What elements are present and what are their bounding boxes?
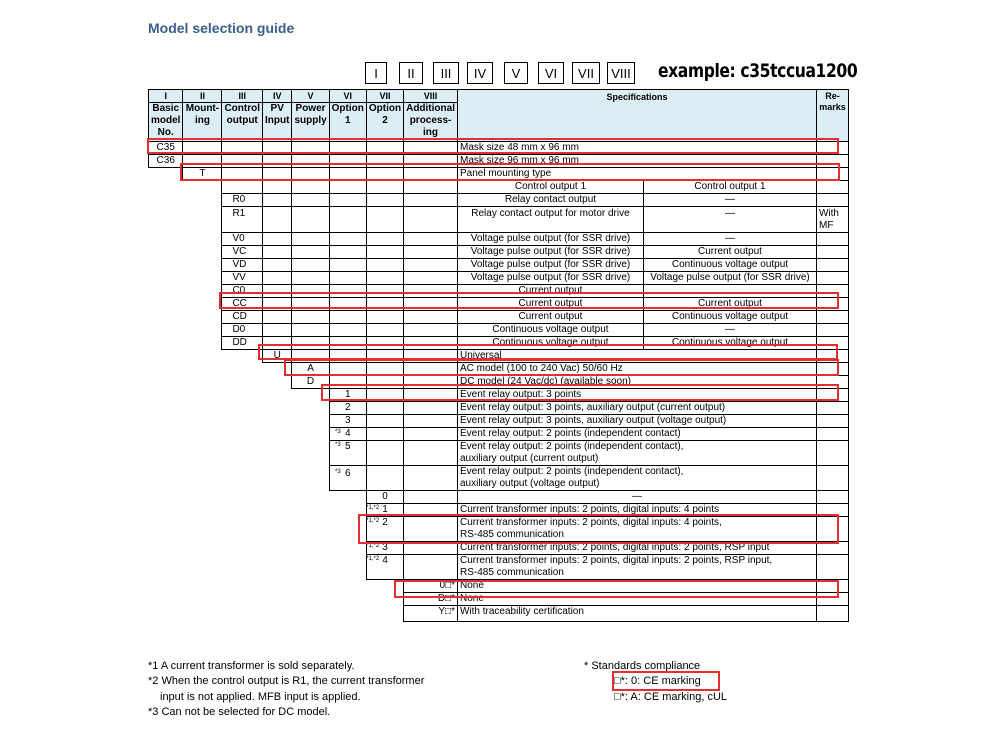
code-cell: D□* [404, 593, 458, 606]
code-cell: V0 [222, 233, 263, 246]
code-cell: *3 6 [329, 466, 366, 491]
spec-cell: Event relay output: 3 points, auxiliary output (voltage output) [457, 415, 816, 428]
code-box-7: VII [572, 62, 600, 84]
page-title: Model selection guide [148, 20, 295, 36]
footnote-2-cont: input is not applied. MFB input is applied. [160, 691, 361, 703]
table-row [149, 542, 849, 555]
spec-cell: AC model (100 to 240 Vac) 50/60 Hz [457, 363, 816, 376]
spec-cell: — [643, 207, 816, 233]
code-cell: R0 [222, 194, 263, 207]
code-cell: R1 [222, 207, 263, 233]
header-roman-8: VIII [404, 90, 458, 103]
spec-cell: Continuous voltage output [643, 337, 816, 350]
spec-cell: Event relay output: 3 points [457, 389, 816, 402]
header-control-output: Control output [222, 103, 263, 142]
code-cell: D0 [222, 324, 263, 337]
table-row [149, 555, 849, 580]
header-roman-row [149, 90, 849, 103]
spec-subheader-1: Control output 1 [457, 181, 643, 194]
code-box-5: V [504, 62, 528, 84]
spec-cell: Voltage pulse output (for SSR drive) [457, 233, 643, 246]
footnote-mark: *1,*2 [366, 556, 380, 562]
table-row [149, 593, 849, 606]
spec-cell: With traceability certification [457, 606, 816, 622]
table-row [149, 376, 849, 389]
spec-cell: Universal [457, 350, 816, 363]
footnote-1: *1 A current transformer is sold separately. [148, 660, 355, 672]
code-cell: U [263, 350, 292, 363]
table-row [149, 272, 849, 285]
spec-cell: — [457, 491, 816, 504]
header-option-1: Option 1 [329, 103, 366, 142]
code-cell: C35 [149, 142, 183, 155]
code-cell: *1,*2 2 [366, 517, 403, 542]
code-cell: VC [222, 246, 263, 259]
table-row [149, 311, 849, 324]
spec-cell: Current output [643, 298, 816, 311]
table-row [149, 207, 849, 233]
table-row [149, 415, 849, 428]
spec-cell: Current output [457, 285, 643, 298]
code-cell: 0□* [404, 580, 458, 593]
table-row [149, 337, 849, 350]
table-row [149, 246, 849, 259]
spec-cell: Panel mounting type [457, 168, 816, 181]
standards-title: * Standards compliance [584, 660, 701, 672]
header-roman-7: VII [366, 90, 403, 103]
spec-cell: Current transformer inputs: 2 points, digital inputs: 2 points, RSP input [457, 542, 816, 555]
spec-cell: Current transformer inputs: 2 points, digital inputs: 4 points, RS-485 communication [457, 517, 816, 542]
spec-cell: Current output [457, 298, 643, 311]
table-row [149, 491, 849, 504]
spec-cell: — [643, 194, 816, 207]
table-row [149, 606, 849, 622]
spec-cell: Current transformer inputs: 2 points, digital inputs: 4 points [457, 504, 816, 517]
footnote-mark: *3 [334, 469, 341, 475]
table-row [149, 168, 849, 181]
table-row [149, 142, 849, 155]
spec-cell: None [457, 580, 816, 593]
header-basic-model: Basic model No. [149, 103, 183, 142]
code-cell: *1,*2 4 [366, 555, 403, 580]
footnote-mark: *3 [334, 429, 341, 435]
spec-cell: Continuous voltage output [457, 324, 643, 337]
header-pv-input: PV Input [263, 103, 292, 142]
table-row [149, 259, 849, 272]
standards-ce: □*: 0: CE marking [614, 675, 701, 687]
model-selection-table [148, 89, 849, 622]
code-cell: *3 4 [329, 428, 366, 441]
table-row [149, 155, 849, 168]
table-row [149, 402, 849, 415]
code-cell: CD [222, 311, 263, 324]
table-row [149, 181, 849, 194]
code-cell: T [183, 168, 222, 181]
code-cell: *3 5 [329, 441, 366, 466]
table-row [149, 285, 849, 298]
footnote-2: *2 When the control output is R1, the current transformer [148, 675, 425, 687]
code-box-1: I [365, 62, 387, 84]
table-row [149, 350, 849, 363]
header-roman-5: V [292, 90, 329, 103]
spec-cell: Relay contact output [457, 194, 643, 207]
code-cell: CC [222, 298, 263, 311]
remark-cell: With MF [816, 207, 848, 233]
code-cell: *1,*2 1 [366, 504, 403, 517]
table-row [149, 233, 849, 246]
spec-cell: Current output [643, 246, 816, 259]
code-box-3: III [433, 62, 459, 84]
header-roman-6: VI [329, 90, 366, 103]
spec-cell: — [643, 233, 816, 246]
code-box-8: VIII [607, 62, 635, 84]
code-cell: 2 [329, 402, 366, 415]
spec-cell: DC model (24 Vac/dc) (available soon) [457, 376, 816, 389]
header-roman-3: III [222, 90, 263, 103]
footnote-mark: *1,*2 [366, 543, 380, 549]
table-row [149, 428, 849, 441]
spec-subheader-2: Control output 1 [643, 181, 816, 194]
code-cell: C0 [222, 285, 263, 298]
example-model-code: example: c35tccua1200 [658, 60, 858, 82]
code-cell: C36 [149, 155, 183, 168]
footnote-mark: *1,*2 [366, 518, 380, 524]
table-row [149, 466, 849, 491]
header-power-supply: Power supply [292, 103, 329, 142]
code-cell: 1 [329, 389, 366, 402]
code-cell: *1,*2 3 [366, 542, 403, 555]
table-row [149, 504, 849, 517]
header-remarks: Re- marks [816, 90, 848, 142]
code-box-6: VI [538, 62, 564, 84]
spec-cell: Event relay output: 3 points, auxiliary output (current output) [457, 402, 816, 415]
table-row [149, 363, 849, 376]
spec-cell: Continuous voltage output [643, 259, 816, 272]
spec-cell: Event relay output: 2 points (independent contact), auxiliary output (current output) [457, 441, 816, 466]
header-roman-2: II [183, 90, 222, 103]
table-row [149, 389, 849, 402]
code-cell: VV [222, 272, 263, 285]
spec-cell: Mask size 96 mm x 96 mm [457, 155, 816, 168]
spec-cell: None [457, 593, 816, 606]
table-row [149, 298, 849, 311]
code-box-4: IV [467, 62, 493, 84]
spec-cell: Mask size 48 mm x 96 mm [457, 142, 816, 155]
table-row [149, 441, 849, 466]
header-roman-4: IV [263, 90, 292, 103]
code-box-2: II [399, 62, 423, 84]
code-cell: VD [222, 259, 263, 272]
footnote-mark: *3 [334, 442, 341, 448]
code-cell: Y□* [404, 606, 458, 622]
table-row [149, 517, 849, 542]
spec-cell: Voltage pulse output (for SSR drive) [457, 272, 643, 285]
spec-cell: Voltage pulse output (for SSR drive) [643, 272, 816, 285]
header-specifications: Specifications [457, 90, 816, 142]
code-cell: DD [222, 337, 263, 350]
spec-cell: — [643, 324, 816, 337]
spec-cell: Event relay output: 2 points (independent contact) [457, 428, 816, 441]
footnote-mark: *1,*2 [366, 505, 380, 511]
spec-cell: Continuous voltage output [643, 311, 816, 324]
spec-cell: Current output [457, 311, 643, 324]
spec-cell: Event relay output: 2 points (independent contact), auxiliary output (voltage output) [457, 466, 816, 491]
header-option-2: Option 2 [366, 103, 403, 142]
spec-cell: Relay contact output for motor drive [457, 207, 643, 233]
code-cell: D [292, 376, 329, 389]
header-mounting: Mount- ing [183, 103, 222, 142]
standards-ce-cul: □*: A: CE marking, cUL [614, 691, 728, 703]
spec-cell [643, 285, 816, 298]
code-cell: A [292, 363, 329, 376]
header-roman-1: I [149, 90, 183, 103]
code-cell: 0 [366, 491, 403, 504]
spec-cell: Voltage pulse output (for SSR drive) [457, 246, 643, 259]
header-additional-processing: Additional process- ing [404, 103, 458, 142]
table-row [149, 194, 849, 207]
spec-cell: Continuous voltage output [457, 337, 643, 350]
footnote-3: *3 Can not be selected for DC model. [148, 706, 331, 718]
spec-cell: Current transformer inputs: 2 points, digital inputs: 2 points, RSP input, RS-485 communication [457, 555, 816, 580]
spec-cell: Voltage pulse output (for SSR drive) [457, 259, 643, 272]
table-row [149, 324, 849, 337]
table-row [149, 580, 849, 593]
code-cell: 3 [329, 415, 366, 428]
